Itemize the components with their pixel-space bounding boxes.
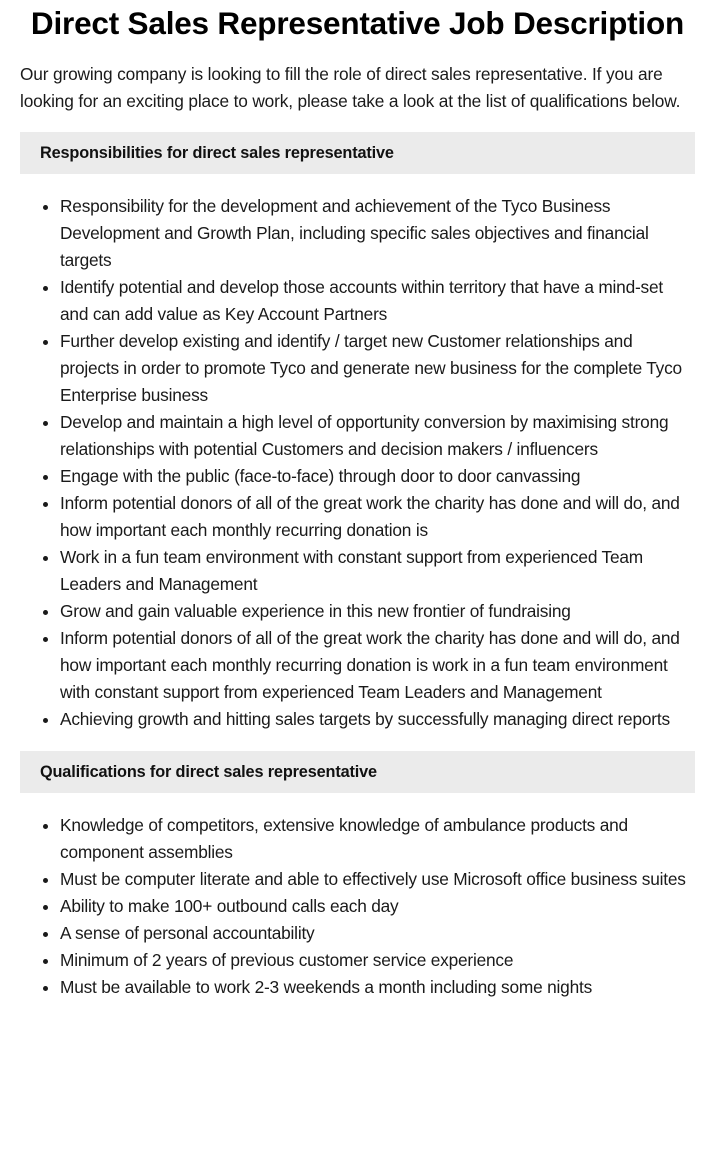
list-item: • Knowledge of competitors, extensive knowledge of ambulance products and component assemblies: [60, 812, 695, 866]
list-item: • Must be available to work 2-3 weekends a month including some nights: [60, 974, 695, 1001]
list-item: • Work in a fun team environment with constant support from experienced Team Leaders and Management: [60, 544, 695, 598]
list-item: • Grow and gain valuable experience in this new frontier of fundraising: [60, 598, 695, 625]
list-item: • Engage with the public (face-to-face) through door to door canvassing: [60, 463, 695, 490]
intro-paragraph: Our growing company is looking to fill the role of direct sales representative. If you are looking for an exciting place to work, please take a look at the list of qualifications below.: [20, 64, 681, 111]
page-title: Direct Sales Representative Job Description: [30, 5, 685, 41]
list-item: • Further develop existing and identify / target new Customer relationships and projects in order to promote Tyco and generate new business for the complete Tyco Enterprise business: [60, 328, 695, 409]
qualifications-heading: Qualifications for direct sales representative: [20, 751, 695, 793]
list-item: • Identify potential and develop those accounts within territory that have a mind-set and can add value as Key Account Partners: [60, 274, 695, 328]
responsibilities-heading: Responsibilities for direct sales representative: [20, 132, 695, 174]
list-item: • Achieving growth and hitting sales targets by successfully managing direct reports: [60, 706, 695, 733]
list-item: • Responsibility for the development and achievement of the Tyco Business Development and Growth Plan, including specific sales objectives and financial targets: [60, 193, 695, 274]
responsibilities-list: [20, 193, 695, 733]
list-item: • Inform potential donors of all of the great work the charity has done and will do, and how important each monthly recurring donation is: [60, 490, 695, 544]
list-item: • Inform potential donors of all of the great work the charity has done and will do, and how important each monthly recurring donation is work in a fun team environment with constant support from experienced Team Leaders and Management: [60, 625, 695, 706]
list-item: • Minimum of 2 years of previous customer service experience: [60, 947, 695, 974]
list-item: • Develop and maintain a high level of opportunity conversion by maximising strong relationships with potential Customers and decision makers / influencers: [60, 409, 695, 463]
list-item: • A sense of personal accountability: [60, 920, 695, 947]
qualifications-list: [20, 812, 695, 1001]
list-item: • Must be computer literate and able to effectively use Microsoft office business suites: [60, 866, 695, 893]
list-item: • Ability to make 100+ outbound calls each day: [60, 893, 695, 920]
